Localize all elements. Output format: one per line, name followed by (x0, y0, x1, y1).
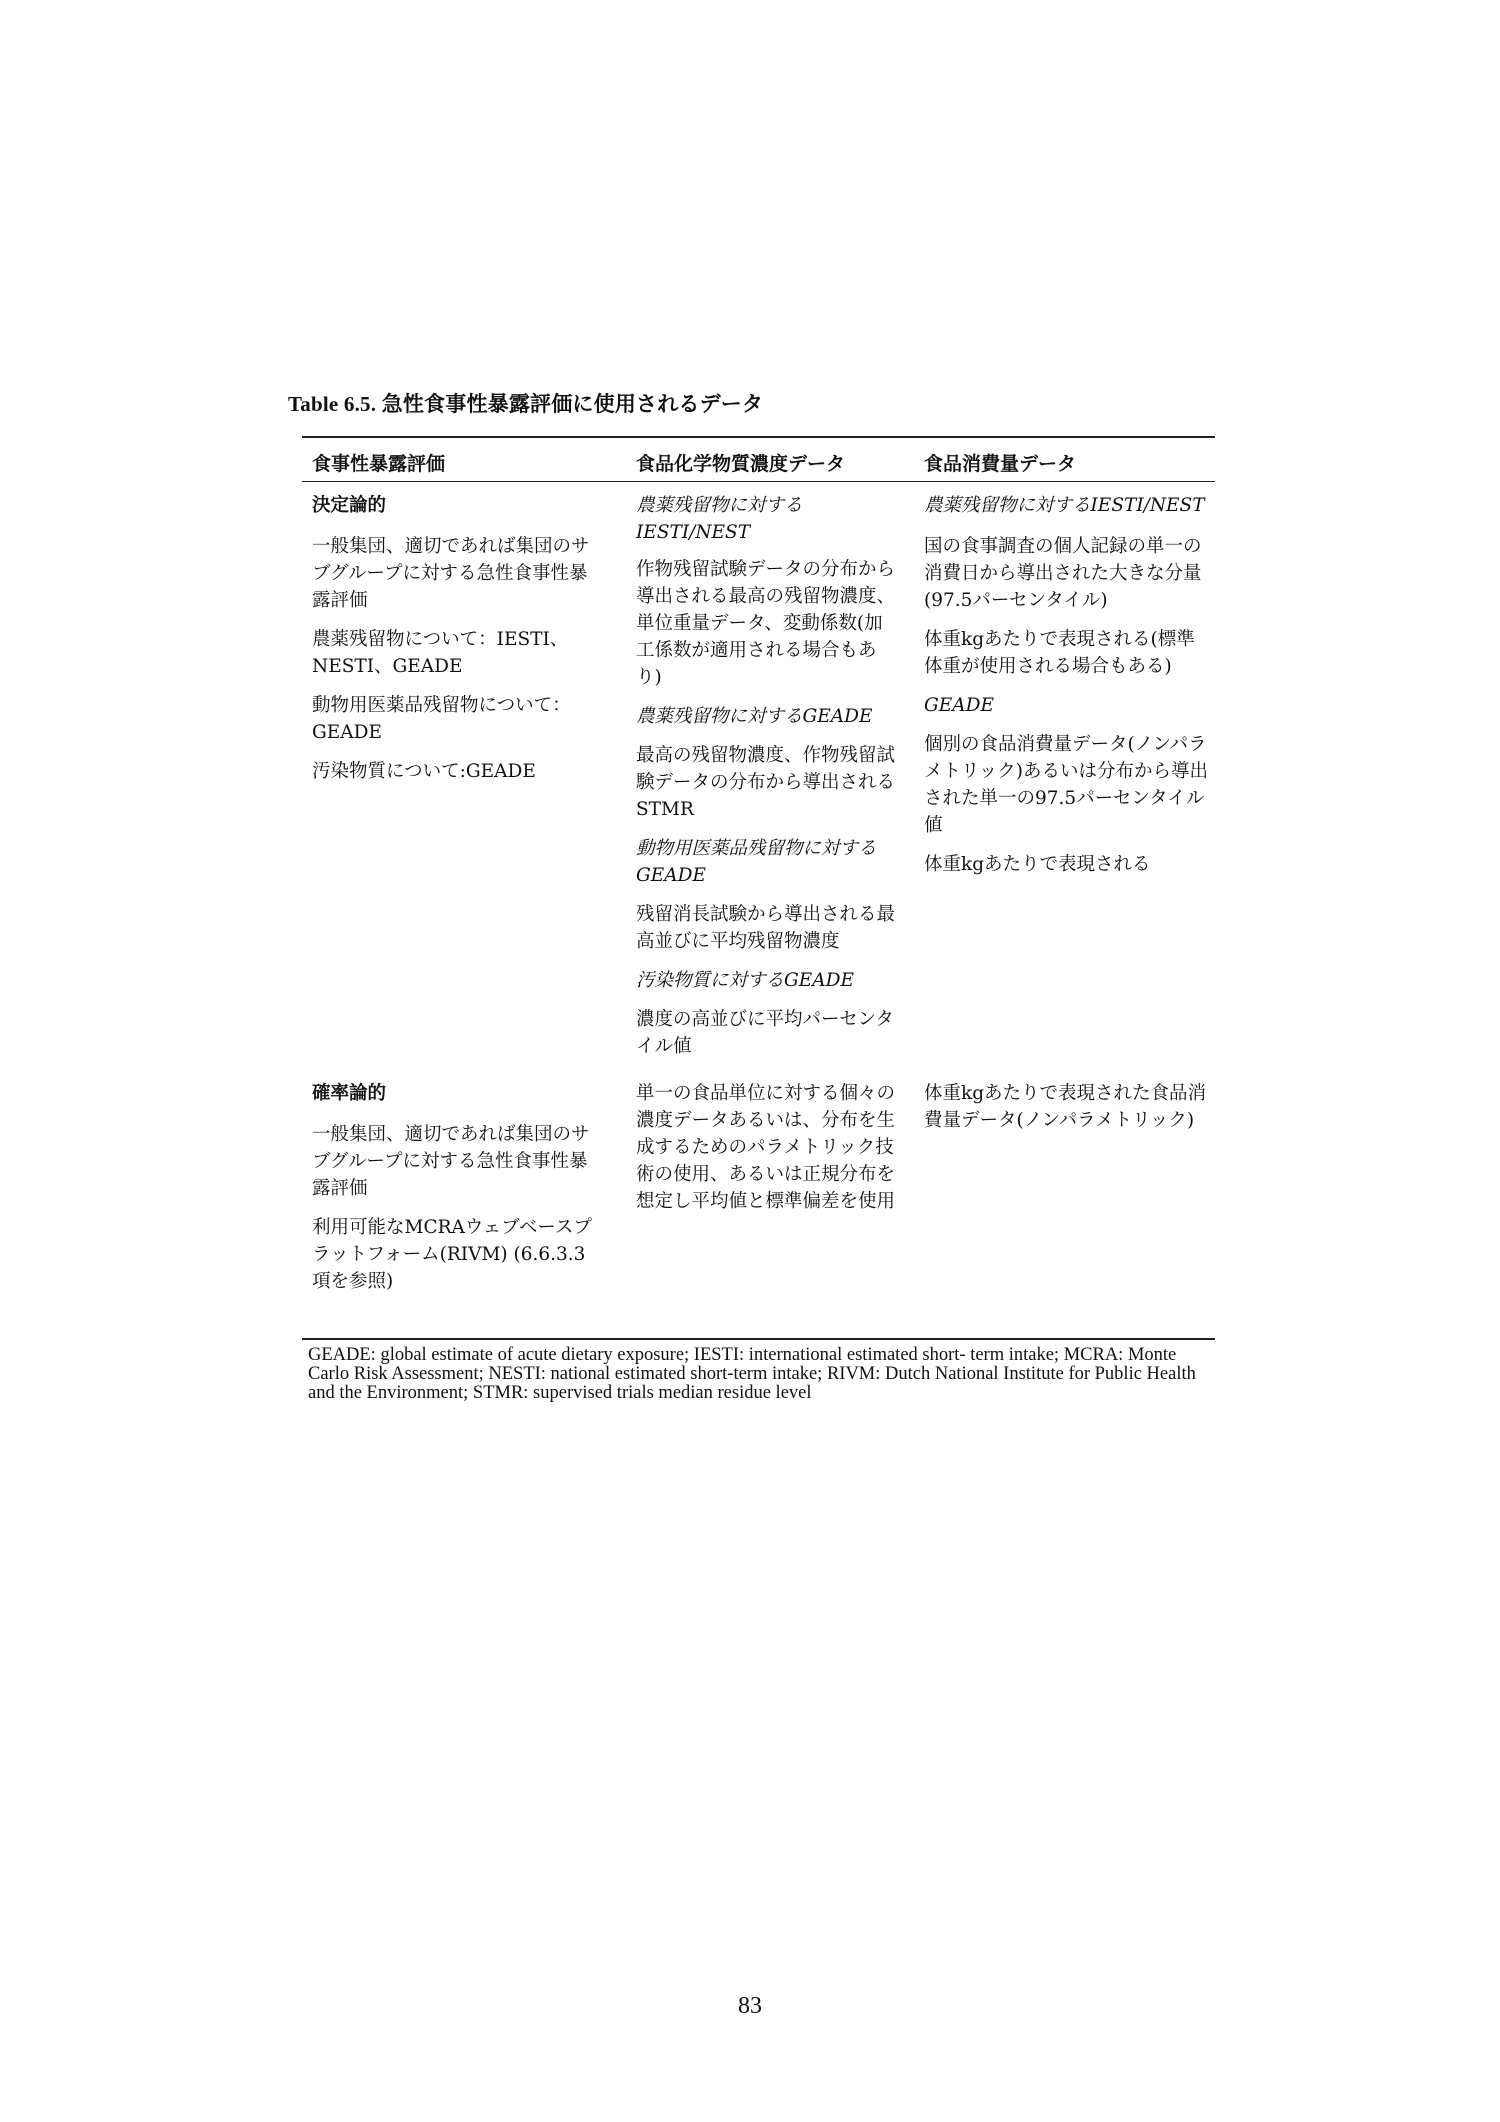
probabilistic-consumption-cell (924, 1080, 1212, 1146)
consumption-para: 国の食事調査の個人記録の単一の消費日から導出された大きな分量(97.5パーセンタイル) (924, 536, 1202, 611)
concentration-para: 単一の食品単位に対する個々の濃度データあるいは、分布を生成するためのパラメトリック技術の使用、あるいは正規分布を想定し平均値と標準偏差を使用 (636, 1083, 896, 1212)
subheading-contaminant-geade: 汚染物質に対するGEADE (636, 970, 854, 991)
header-dietary-exposure-assessment: 食事性暴露評価 (312, 453, 446, 475)
header-consumption-data: 食品消費量データ (924, 453, 1077, 475)
concentration-para: 作物残留試験データの分布から導出される最高の残留物濃度、単位重量データ、変動係数(加工係数が適用される場合もあり) (636, 559, 896, 688)
deterministic-heading: 決定論的 (312, 495, 387, 516)
consumption-para: 体重kgあたりで表現された食品消費量データ(ノンパラメトリック) (924, 1083, 1207, 1131)
subheading-pesticide-iesti: 農薬残留物に対するIESTI/NEST (636, 495, 803, 543)
consumption-para: 体重kgあたりで表現される(標準体重が使用される場合もある) (924, 629, 1195, 677)
page-number: 83 (738, 1993, 762, 2019)
subheading-pesticide-iesti: 農薬残留物に対するIESTI/NEST (924, 495, 1205, 516)
deterministic-consumption-cell (924, 492, 1212, 890)
table-footnote: GEADE: global estimate of acute dietary exposure; IESTI: international estimated short- term intake; MCRA: Monte Carlo Risk Assessment; NESTI: national estimated short-term intake; RIVM: Dutch National Institute for Public Health and the Environment; STMR: supervised trials median residue level (308, 1345, 1196, 1403)
header-concentration-data: 食品化学物質濃度データ (636, 453, 846, 475)
table-bottom-rule (302, 1338, 1215, 1340)
concentration-para: 残留消長試験から導出される最高並びに平均残留物濃度 (636, 904, 896, 952)
deterministic-assessment-cell (312, 492, 597, 797)
deterministic-concentration-cell (636, 492, 901, 1072)
probabilistic-para: 一般集団、適切であれば集団のサブグループに対する急性食事性暴露評価 (312, 1124, 590, 1199)
table-header-rule (302, 481, 1215, 482)
subheading-geade: GEADE (924, 695, 994, 716)
subheading-vet-drug-geade: 動物用医薬品残留物に対するGEADE (636, 838, 877, 886)
table-top-rule (302, 436, 1215, 438)
table-caption: Table 6.5. 急性食事性暴露評価に使用されるデータ (288, 392, 764, 416)
deterministic-para: 動物用医薬品残留物について：GEADE (312, 695, 571, 743)
subheading-pesticide-geade: 農薬残留物に対するGEADE (636, 706, 873, 727)
consumption-para: 体重kgあたりで表現される (924, 854, 1151, 875)
consumption-para: 個別の食品消費量データ(ノンパラメトリック)あるいは分布から導出された単一の97.5パーセンタイル値 (924, 734, 1208, 836)
probabilistic-assessment-cell (312, 1080, 597, 1307)
concentration-para: 最高の残留物濃度、作物残留試験データの分布から導出されるSTMR (636, 745, 896, 820)
probabilistic-concentration-cell (636, 1080, 901, 1227)
concentration-para: 濃度の高並びに平均パーセンタイル値 (636, 1009, 894, 1057)
probabilistic-heading: 確率論的 (312, 1083, 387, 1104)
deterministic-para: 農薬残留物について：IESTI、NESTI、GEADE (312, 629, 569, 677)
probabilistic-para: 利用可能なMCRAウェブベースプラットフォーム(RIVM) (6.6.3.3項を参照) (312, 1217, 592, 1292)
deterministic-para: 汚染物質について:GEADE (312, 761, 536, 782)
deterministic-para: 一般集団、適切であれば集団のサブグループに対する急性食事性暴露評価 (312, 536, 590, 611)
